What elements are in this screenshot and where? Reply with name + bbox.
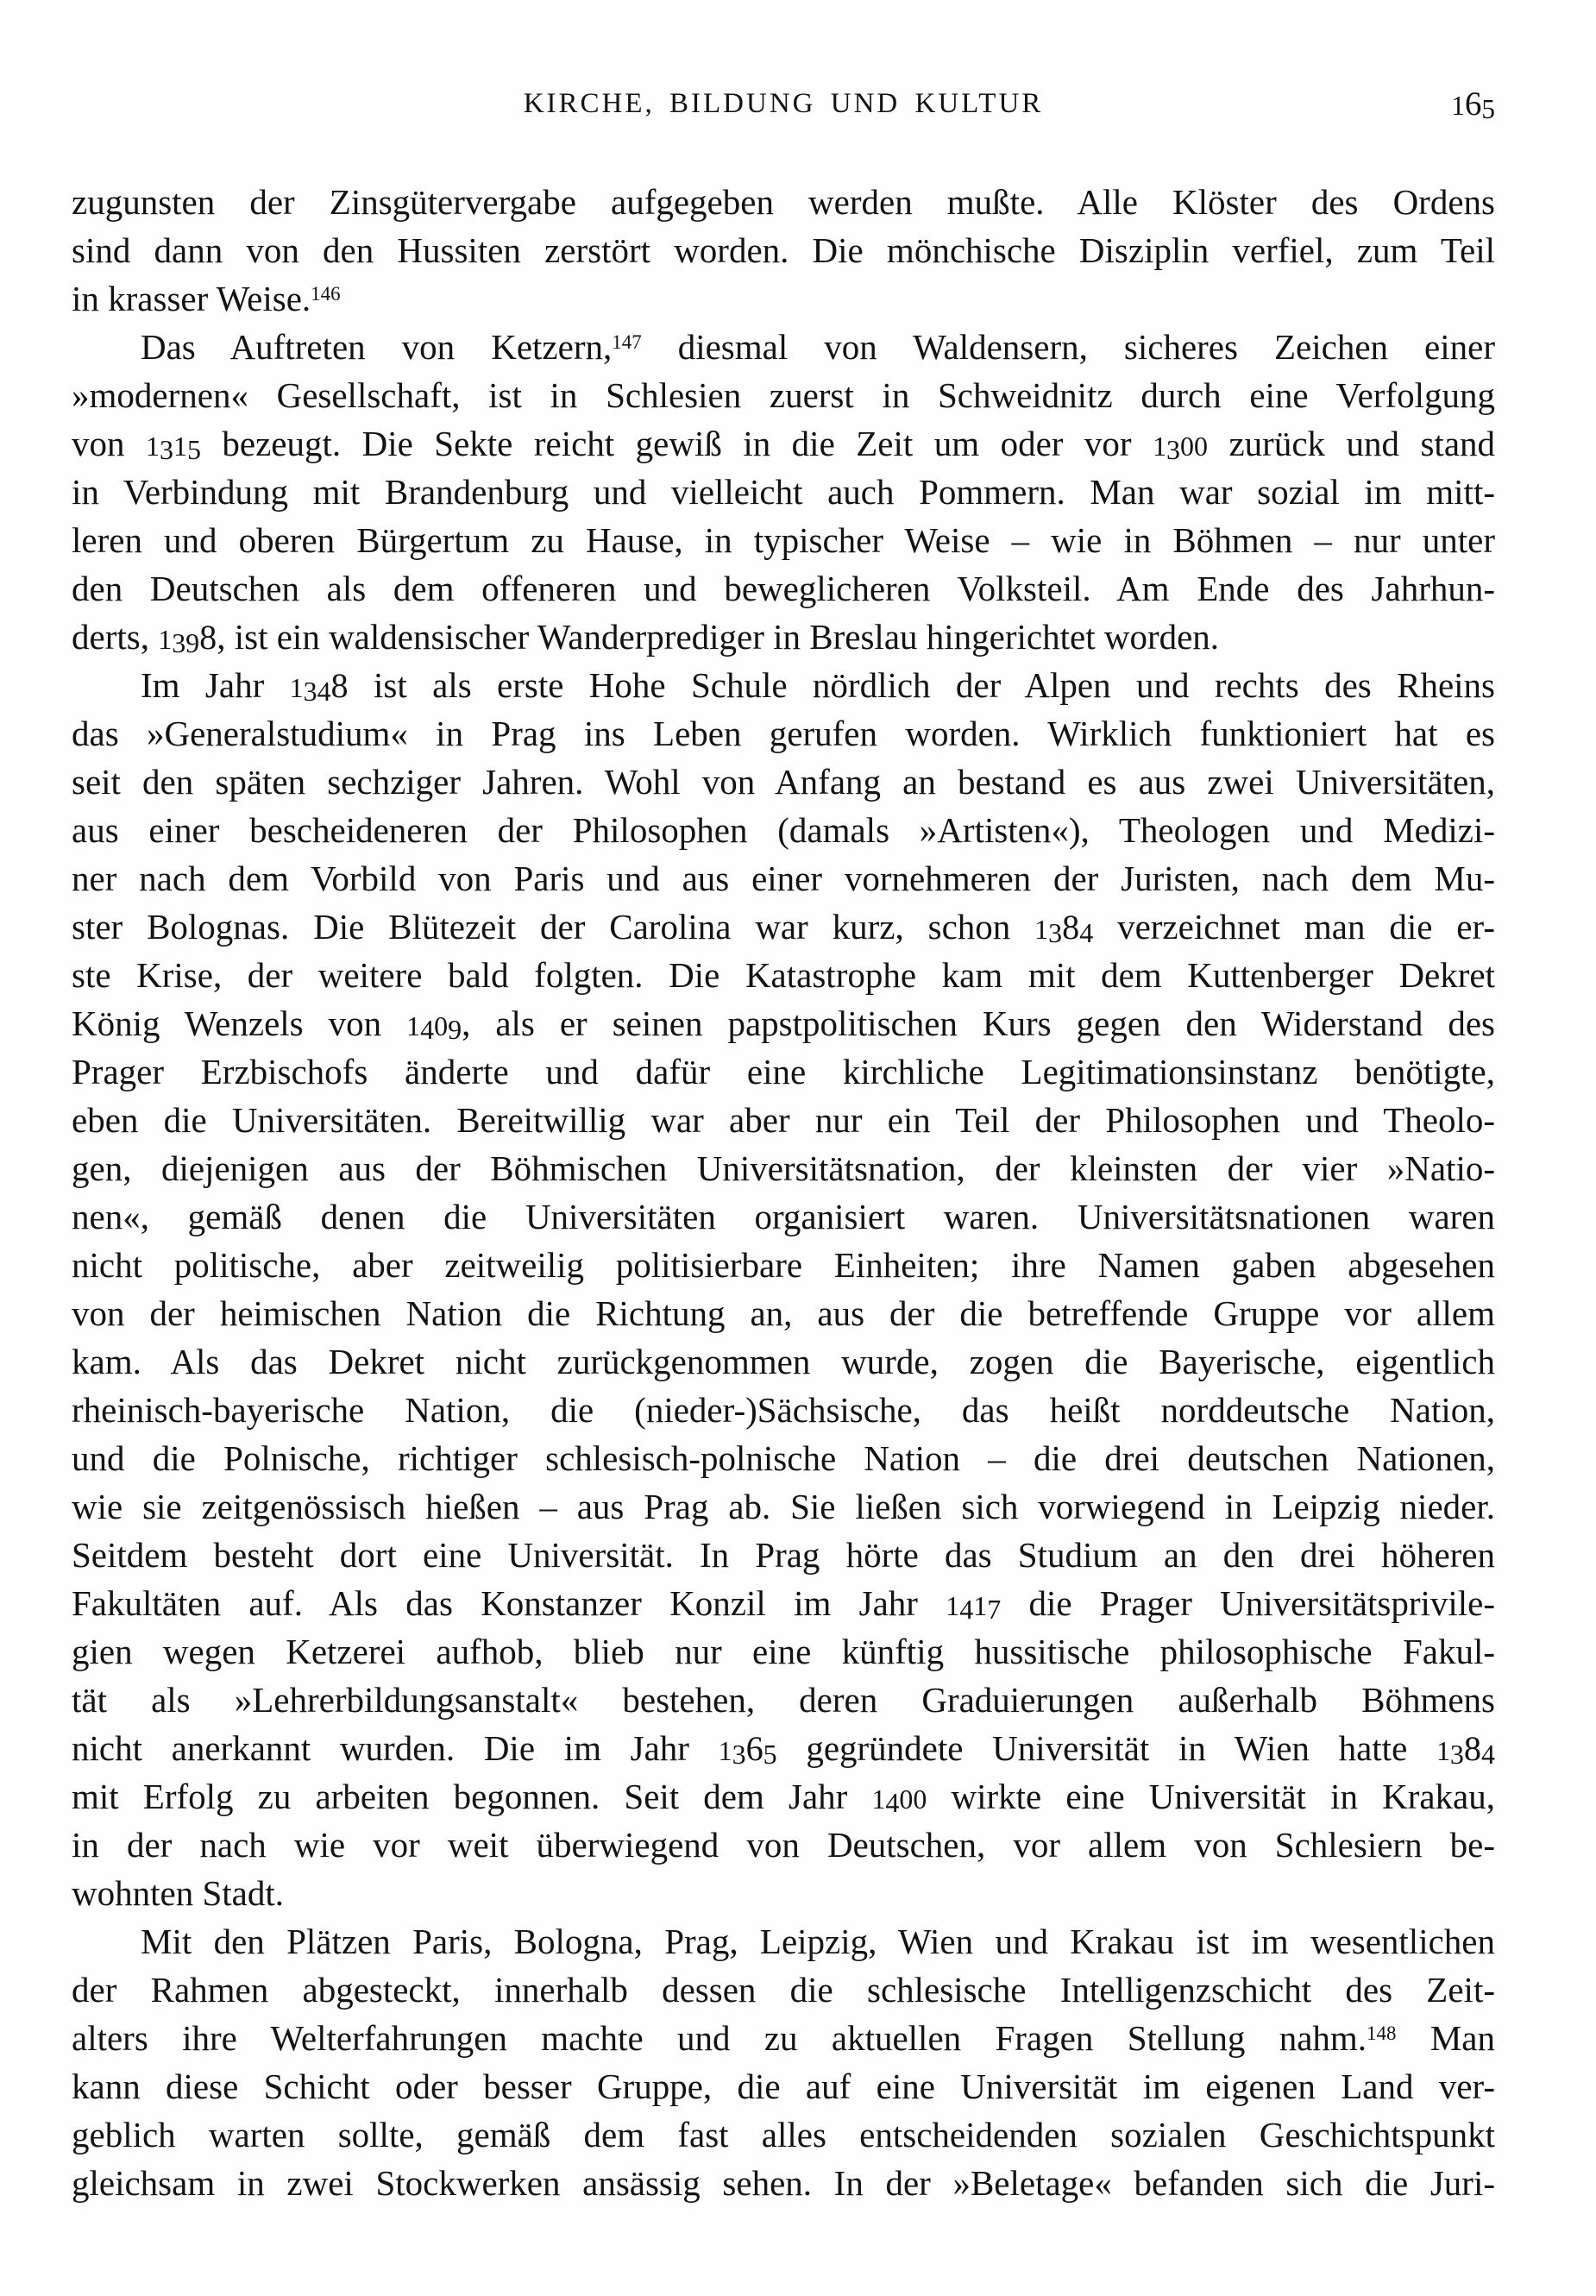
text-line: das »Generalstudium« in Prag ins Leben gerufen worden. Wirklich funktioniert hat es (72, 714, 1495, 753)
text-line: wie sie zeitgenössisch hießen – aus Prag ab. Sie ließen sich vorwiegend in Leipzig nieder. (72, 1487, 1495, 1526)
text-line: leren und oberen Bürgertum zu Hause, in typischer Weise – wie in Böhmen – nur unter (72, 520, 1495, 560)
text-line: nen«, gemäß denen die Universitäten organisiert waren. Universitätsnationen waren (72, 1197, 1495, 1236)
text-line: aus einer bescheideneren der Philosophen (damals »Artisten«), Theologen und Medizi- (72, 810, 1495, 850)
text-line: in krasser Weise.$^{146}$ (72, 279, 341, 318)
page-body (72, 178, 1495, 2207)
text-line: gen, diejenigen aus der Böhmischen Universitätsnation, der kleinsten der vier »Natio- (72, 1148, 1495, 1188)
text-line: in der nach wie vor weit überwiegend von Deutschen, vor allem von Schlesiern be- (72, 1825, 1495, 1865)
footnote-ref: 148 (1367, 2022, 1397, 2045)
text-line: »modernen« Gesellschaft, ist in Schlesien zuerst in Schweidnitz durch eine Verfolgung (72, 375, 1495, 415)
page-number: 165 (1451, 85, 1495, 125)
text-line: den Deutschen als dem offeneren und beweglicheren Volksteil. Am Ende des Jahrhun- (72, 569, 1495, 608)
text-line: alters ihre Welterfahrungen machte und zu aktuellen Fragen Stellung nahm.$^{148}$ Man (72, 2018, 1495, 2058)
text-line: nicht politische, aber zeitweilig politisierbare Einheiten; ihre Namen gaben abgesehen (72, 1245, 1495, 1285)
running-header: KIRCHE, BILDUNG UND KULTUR (523, 88, 1044, 119)
text-line: Das Auftreten von Ketzern,$^{147}$ diesmal von Waldensern, sicheres Zeichen einer (141, 327, 1496, 367)
text-line: der Rahmen abgesteckt, innerhalb dessen die schlesische Intelligenzschicht des Zeit- (72, 1970, 1495, 2010)
text-line: Im Jahr 1348 ist als erste Hohe Schule nördlich der Alpen und rechts des Rheins (141, 665, 1495, 708)
text-line: gleichsam in zwei Stockwerken ansässig sehen. In der »Beletage« befanden sich die Juri- (72, 2163, 1495, 2203)
text-line: nicht anerkannt wurden. Die im Jahr 1365 gegründete Universität in Wien hatte 1384 (72, 1728, 1495, 1771)
text-line: ste Krise, der weitere bald folgten. Die Katastrophe kam mit dem Kuttenberger Dekret (72, 955, 1495, 995)
text-line: Fakultäten auf. Als das Konstanzer Konzil im Jahr 1417 die Prager Universitätsprivile- (72, 1583, 1495, 1626)
text-line: Mit den Plätzen Paris, Bologna, Prag, Leipzig, Wien und Krakau ist im wesentlichen (141, 1922, 1495, 1961)
text-line: von 1315 bezeugt. Die Sekte reicht gewiß in die Zeit um oder vor 1300 zurück und stand (72, 424, 1496, 466)
text-line: und die Polnische, richtiger schlesisch-polnische Nation – die drei deutschen Nationen, (72, 1438, 1495, 1478)
text-line: wohnten Stadt. (72, 1873, 284, 1913)
text-line: seit den späten sechziger Jahren. Wohl von Anfang an bestand es aus zwei Universitäten, (72, 762, 1495, 802)
text-line: ner nach dem Vorbild von Paris und aus einer vornehmeren der Juristen, nach dem Mu- (72, 859, 1495, 898)
text-line: derts, 1398, ist ein waldensischer Wanderprediger in Breslau hingerichtet worden. (72, 617, 1220, 659)
text-line: in Verbindung mit Brandenburg und vielleicht auch Pommern. Man war sozial im mitt- (72, 472, 1495, 512)
text-line: von der heimischen Nation die Richtung an, aus der die betreffende Gruppe vor allem (72, 1293, 1495, 1333)
text-line: mit Erfolg zu arbeiten begonnen. Seit dem Jahr 1400 wirkte eine Universität in Krakau, (72, 1777, 1495, 1819)
text-line: sind dann von den Hussiten zerstört worden. Die mönchische Disziplin verfiel, zum Teil (72, 230, 1495, 270)
text-line: rheinisch-bayerische Nation, die (nieder-)Sächsische, das heißt norddeutsche Nation, (72, 1390, 1495, 1430)
text-line: kann diese Schicht oder besser Gruppe, die auf eine Universität im eigenen Land ver- (72, 2066, 1495, 2106)
text-line: gien wegen Ketzerei aufhob, blieb nur eine künftig hussitische philosophische Fakul- (72, 1632, 1495, 1671)
footnote-ref: 147 (612, 331, 642, 354)
text-line: Prager Erzbischofs änderte und dafür eine kirchliche Legitimationsinstanz benötigte, (72, 1052, 1495, 1091)
text-line: geblich warten sollte, gemäß dem fast alles entscheidenden sozialen Geschichtspunkt (72, 2115, 1495, 2154)
text-line: ster Bolognas. Die Blütezeit der Carolina war kurz, schon 1384 verzeichnet man die er- (72, 907, 1495, 949)
text-line: eben die Universitäten. Bereitwillig war aber nur ein Teil der Philosophen und Theolo- (72, 1100, 1495, 1140)
text-line: Seitdem besteht dort eine Universität. In Prag hörte das Studium an den drei höheren (72, 1535, 1495, 1575)
footnote-ref: 146 (311, 283, 341, 305)
text-line: zugunsten der Zinsgütervergabe aufgegeben werden mußte. Alle Klöster des Ordens (72, 182, 1495, 222)
text-line: kam. Als das Dekret nicht zurückgenommen wurde, zogen die Bayerische, eigentlich (72, 1342, 1495, 1381)
text-line: tät als »Lehrerbildungsanstalt« bestehen, deren Graduierungen außerhalb Böhmens (72, 1680, 1495, 1720)
text-line: König Wenzels von 1409, als er seinen papstpolitischen Kurs gegen den Widerstand des (72, 1003, 1495, 1046)
